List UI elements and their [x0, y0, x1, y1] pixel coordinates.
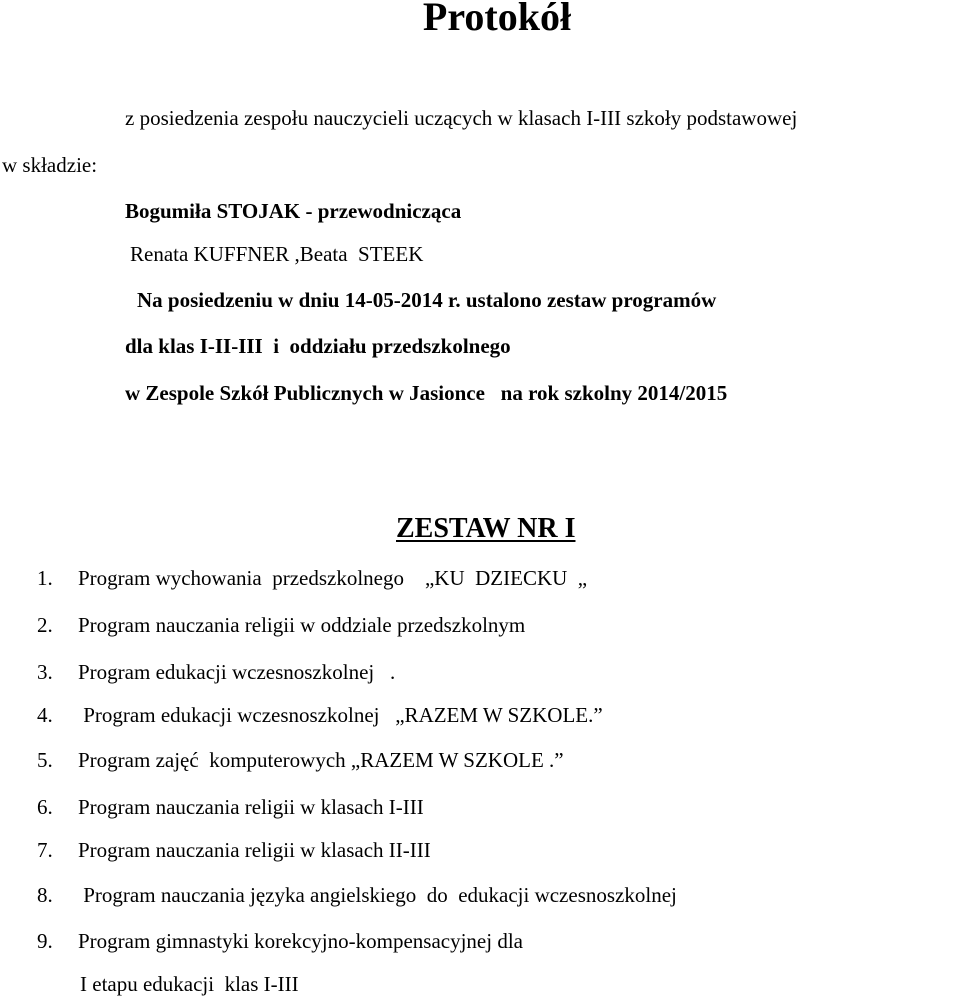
document-subtitle: z posiedzenia zespołu nauczycieli uczących w klasach I-III szkoły podstawowej	[125, 106, 798, 130]
document-title: Protokół	[422, 0, 572, 39]
list-item-text: Program edukacji wczesnoszkolnej „RAZEM W SZKOLE.”	[78, 703, 603, 727]
list-item-text: Program wychowania przedszkolnego „KU DZIECKU „	[78, 566, 588, 590]
list-item-text: Program zajęć komputerowych „RAZEM W SZKOLE .”	[78, 748, 564, 772]
list-item-text: Program gimnastyki korekcyjno-kompensacyjnej dla	[78, 929, 523, 953]
list-item-text: Program nauczania religii w klasach II-III	[78, 838, 431, 862]
decision-line-1: Na posiedzeniu w dniu 14-05-2014 r. ustalono zestaw programów	[137, 288, 717, 312]
list-item-number: 9.	[37, 929, 53, 953]
other-members: Renata KUFFNER ,Beata STEEK	[130, 242, 424, 266]
decision-line-3: w Zespole Szkół Publicznych w Jasionce na rok szkolny 2014/2015	[125, 381, 728, 405]
list-item-text: Program nauczania języka angielskiego do edukacji wczesnoszkolnej	[78, 883, 677, 907]
list-item-text: Program edukacji wczesnoszkolnej .	[78, 660, 396, 684]
list-item-number: 1.	[37, 566, 53, 590]
composition-label: w składzie:	[2, 153, 98, 177]
list-item-continuation: I etapu edukacji klas I-III	[80, 972, 299, 996]
list-item-number: 6.	[37, 795, 53, 819]
list-item-text: Program nauczania religii w oddziale przedszkolnym	[78, 613, 526, 637]
chair-member: Bogumiła STOJAK - przewodnicząca	[125, 199, 462, 223]
list-item-number: 7.	[37, 838, 53, 862]
list-item-number: 8.	[37, 883, 53, 907]
set-heading: ZESTAW NR I	[396, 513, 576, 544]
list-item-number: 5.	[37, 748, 53, 772]
list-item-text: Program nauczania religii w klasach I-III	[78, 795, 424, 819]
list-item-number: 3.	[37, 660, 53, 684]
decision-line-2: dla klas I-II-III i oddziału przedszkolnego	[125, 334, 511, 358]
list-item-number: 2.	[37, 613, 53, 637]
list-item-number: 4.	[37, 703, 53, 727]
